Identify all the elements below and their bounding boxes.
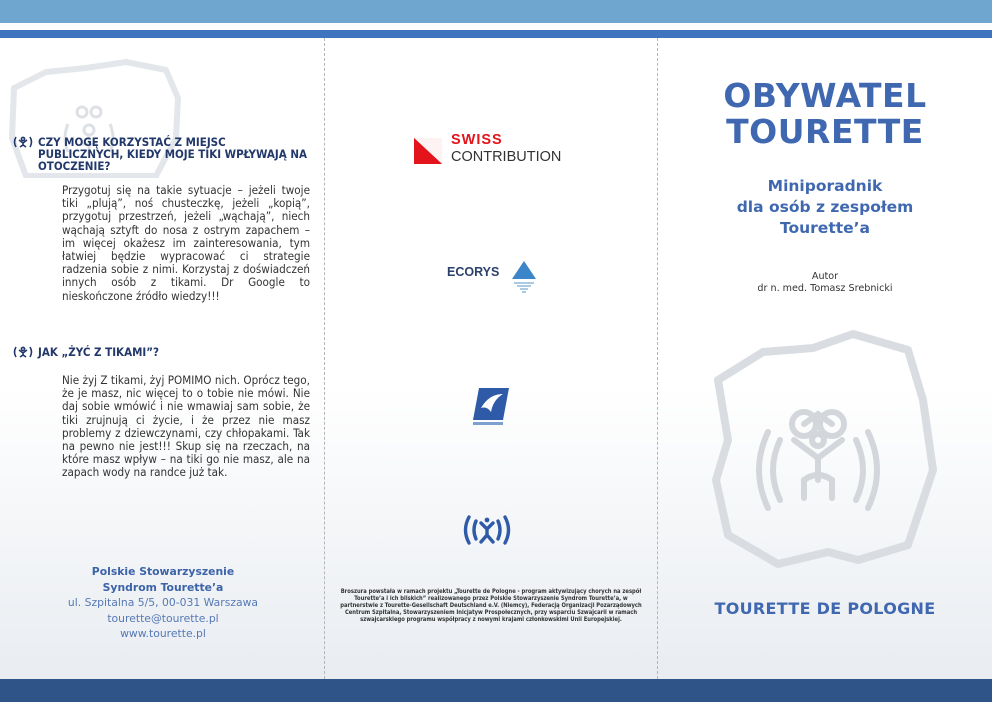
question-1-heading (38, 136, 308, 172)
author-block (658, 271, 992, 295)
brochure-title (658, 78, 992, 150)
swiss-contribution-logo (414, 134, 574, 174)
top-band (0, 0, 992, 23)
ecorys-triangle-icon (511, 260, 537, 294)
org-address: ul. Szpitalna 5/5, 00-031 Warszawa (67, 596, 259, 609)
org-website[interactable]: www.tourette.pl (120, 627, 206, 640)
poland-map-symbol-icon (708, 330, 938, 570)
bottom-band (0, 679, 992, 702)
left-panel (0, 38, 324, 679)
title-line1: OBYWATEL (723, 76, 927, 115)
swiss-logo-sub: CONTRIBUTION (451, 149, 562, 165)
tourette-association-logo-icon (460, 514, 514, 546)
question-2-body: Nie żyj Z tikami, żyj POMIMO nich. Oprócz tego, że je masz, nic więcej to o tobie nie mówi. Nie daj sobie wmówić i nie wmawiaj sam sobie, że tiki zrujnują ci życie, i że przez nie masz problemy z dziewczynami, czy chłopakami. Tak na pewno nie jest!!! Skup się na rzeczach, na które masz wpływ – na tiki go nie masz, ale na zapach wody na randce już tak. (62, 373, 310, 480)
subtitle-line2: dla osób z zespołem (736, 198, 914, 216)
brochure-subtitle (658, 176, 992, 239)
tourette-symbol-icon (13, 136, 33, 148)
question-2-title: JAK „ŻYĆ Z TIKAMI”? (38, 345, 160, 359)
project-name: TOURETTE DE POLOGNE (714, 599, 936, 618)
top-gap (0, 23, 992, 30)
subtitle-line3: Tourette’a (779, 219, 871, 237)
org-name-line1: Polskie Stowarzyszenie (91, 565, 235, 578)
middle-panel (325, 38, 657, 679)
question-1-body: Przygotuj się na takie sytuacje – jeżeli twoje tiki „plują”, noś chusteczkę, jeżeli „kopią”, przygotuj przestrzeń, jeżeli „wąchają”, niech wąchają sztyft do nosa z ostrym zapachem – im więcej okażesz im zainteresowania, tym łatwiej będzie wypracować ci strategie radzenia sobie z nimi. Korzystaj z doświadczeń innych osób z tikami. Dr Google to nieskończone źródło wiedzy!!! (62, 183, 310, 303)
question-2-heading (38, 346, 308, 358)
ecorys-logo (447, 260, 557, 298)
swiss-flag-icon (414, 138, 442, 164)
funding-note: Broszura powstała w ramach projektu „Tourette de Pologne - program aktywizujący chorych na zespół Tourette’a i ich bliskich” realizowanego przez Polskie Stowarzyszenie Syndrom Tourette’a, w partnerstwie z Tourette-Gesellschaft Deutschland e.V. (Niemcy), Federacją Organizacji Pozarządowych Centrum Szpitalna, Stowarzyszeniem Inicjatyw Prospołecznych, przy wsparciu Szwajcarii w ramach szwajcarskiego programu współpracy z nowymi krajami członkowskimi Unii Europejskiej. (340, 589, 642, 623)
subtitle-line1: Miniporadnik (767, 177, 883, 195)
partner-federation-logo-icon (471, 386, 511, 430)
top-stripe (0, 30, 992, 38)
org-email[interactable]: tourette@tourette.pl (107, 611, 219, 625)
author-label: Autor (811, 271, 839, 282)
ecorys-logo-text: ECORYS (447, 265, 500, 279)
right-panel (658, 38, 992, 679)
org-name-line2: Syndrom Tourette’a (102, 580, 224, 594)
title-line2: TOURETTE (726, 112, 924, 151)
swiss-logo-name: SWISS (451, 132, 503, 148)
organization-contact (38, 564, 288, 642)
author-name: dr n. med. Tomasz Srebnicki (757, 283, 893, 294)
tourette-symbol-icon (13, 346, 33, 358)
question-1-title: CZY MOGĘ KORZYSTAĆ Z MIEJSC PUBLICZNYCH, KIEDY MOJE TIKI WPŁYWAJĄ NA OTOCZENIE? (38, 135, 308, 173)
